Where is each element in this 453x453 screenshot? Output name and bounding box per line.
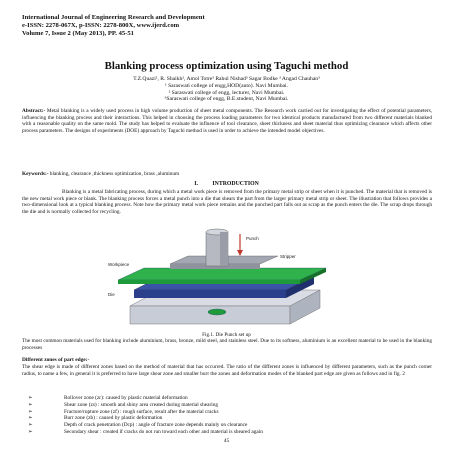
volume-line: Volume 7, Issue 2 (May 2013), PP. 45-51 xyxy=(22,30,134,37)
label-die: Die xyxy=(108,292,115,297)
affiliation-2: ² Saraswati college of engg, lecturer, Navi Mumbai. xyxy=(168,89,285,96)
zones-paragraph: The shear edge is made of different zones based on the method of material that has occurred. The ratio of the different zones is influenced by different parameters, such as the punch corner radius, to name a few, in general it is preferred to have large shear zone and smaller burr the zones and deformation modes of the blanked part edge are given as follows and in fig. 2 xyxy=(22,364,432,377)
keywords xyxy=(22,171,432,177)
list-item: ➢ Shear zone (zs) : smooth and shiny area created during material shearing xyxy=(28,401,218,408)
abstract-label: Abstract:- xyxy=(22,108,46,114)
zones-list xyxy=(22,395,432,436)
label-workpiece: Workpiece xyxy=(108,262,130,267)
list-item: ➢ Fracture/rupture zone (zf) : rough surface, result after the material cracks xyxy=(28,408,219,415)
list-item: ➢ Secondary shear : created if cracks do not run toward each other and material is sheared again xyxy=(28,428,263,435)
arrow-bullet-icon: ➢ xyxy=(28,395,33,401)
keywords-label: Keywords:- xyxy=(22,171,49,177)
keywords-text: blanking, clearance ,thickness optimization, brass ,aluminum xyxy=(48,171,180,177)
subsection-heading: Different zones of part edge:- xyxy=(22,357,90,363)
workpiece-front xyxy=(118,280,300,284)
journal-header xyxy=(22,14,442,38)
journal-name: International Journal of Engineering Research and Development xyxy=(22,14,205,21)
materials-paragraph: The most common materials used for blanking include aluminium, brass, bronze, mild steel, and stainless steel. Due to its softness, aluminium is an excellent material to be used in the blanking processes xyxy=(22,338,432,351)
issn-line: e-ISSN: 2278-067X, p-ISSN: 2278-800X, www.ijerd.com xyxy=(22,22,180,29)
paper-title: Blanking process optimization using Taguchi method xyxy=(104,60,349,72)
list-item: ➢ Depth of crack penetration (Dcp) : angle of fracture zone depends mainly on clearance xyxy=(28,422,248,429)
figure-caption: Fig.1. Die Punch set up xyxy=(202,332,251,338)
punched-blank xyxy=(208,309,226,315)
workpiece-top xyxy=(118,268,326,280)
arrow-bullet-icon: ➢ xyxy=(28,408,33,415)
label-stripper: Stripper xyxy=(280,254,296,259)
page-number: 45 xyxy=(223,438,230,444)
introduction-paragraph: Blanking is a metal fabricating process, during which a metal work piece is removed from the primary metal strip or sheet when it is punched. The material that is removed is the new metal work piece or blank. The blanking process forces a metal punch into a die that shears the part from the larger primary metal strip or sheet. The illustration that follows provides a two-dimensional look at a typical blanking process. Note how the primary metal work piece remains and the punched part falls out as scrap as the punch enters the die. The scrap drops through the die and is normally collected for recycling. xyxy=(22,189,432,215)
die-punch-figure xyxy=(100,228,340,330)
arrow-bullet-icon: ➢ xyxy=(28,401,33,408)
punch-shade xyxy=(220,232,228,266)
die-plate-front xyxy=(134,290,286,298)
list-item: ➢ Rollover zone (zr): caused by plastic material deformation xyxy=(28,395,188,401)
affiliation-1: ¹ Saraswati college of engg,HOD(auto). Navi Mumbai. xyxy=(165,82,288,89)
abstract xyxy=(22,108,432,134)
affiliation-3: ³Saraswati college of engg, B.E.student, Navi Mumbai. xyxy=(164,96,289,103)
die-base-front xyxy=(130,306,290,324)
arrow-bullet-icon: ➢ xyxy=(28,422,33,429)
author-list: T.Z.Quazi¹, R. Shaikh², Amol Totre³ Rahul Nishad³ Sagar Bodke ³ Angad Chauhan³ xyxy=(133,76,320,82)
abstract-text: Metal blanking is a widely used process in high volume production of sheet metal components. The Research work carried out for investigating the effect of potential parameters, influencing the blanking process and their interactions. This helped in choosing the process loading parameters for two identical products manufactured from two different materials blanked with a reasonable quality on the same mold. The study has helped to evaluate the influence of tool clearance, sheet thickness and sheet material thus optimizing clearance which affects other process parameters. The designs of experiments (DOE) approach by Taguchi method is used in order to achieve the intended model objectives. xyxy=(22,108,432,134)
list-item: ➢ Burr zone (zb) : caused by plastic deformation xyxy=(28,415,163,422)
author-block xyxy=(0,76,453,103)
label-punch: Punch xyxy=(246,236,259,241)
punch-direction-arrowhead xyxy=(237,250,243,256)
arrow-bullet-icon: ➢ xyxy=(28,415,33,422)
section-heading-introduction: I. INTRODUCTION xyxy=(194,181,259,187)
arrow-bullet-icon: ➢ xyxy=(28,428,33,435)
